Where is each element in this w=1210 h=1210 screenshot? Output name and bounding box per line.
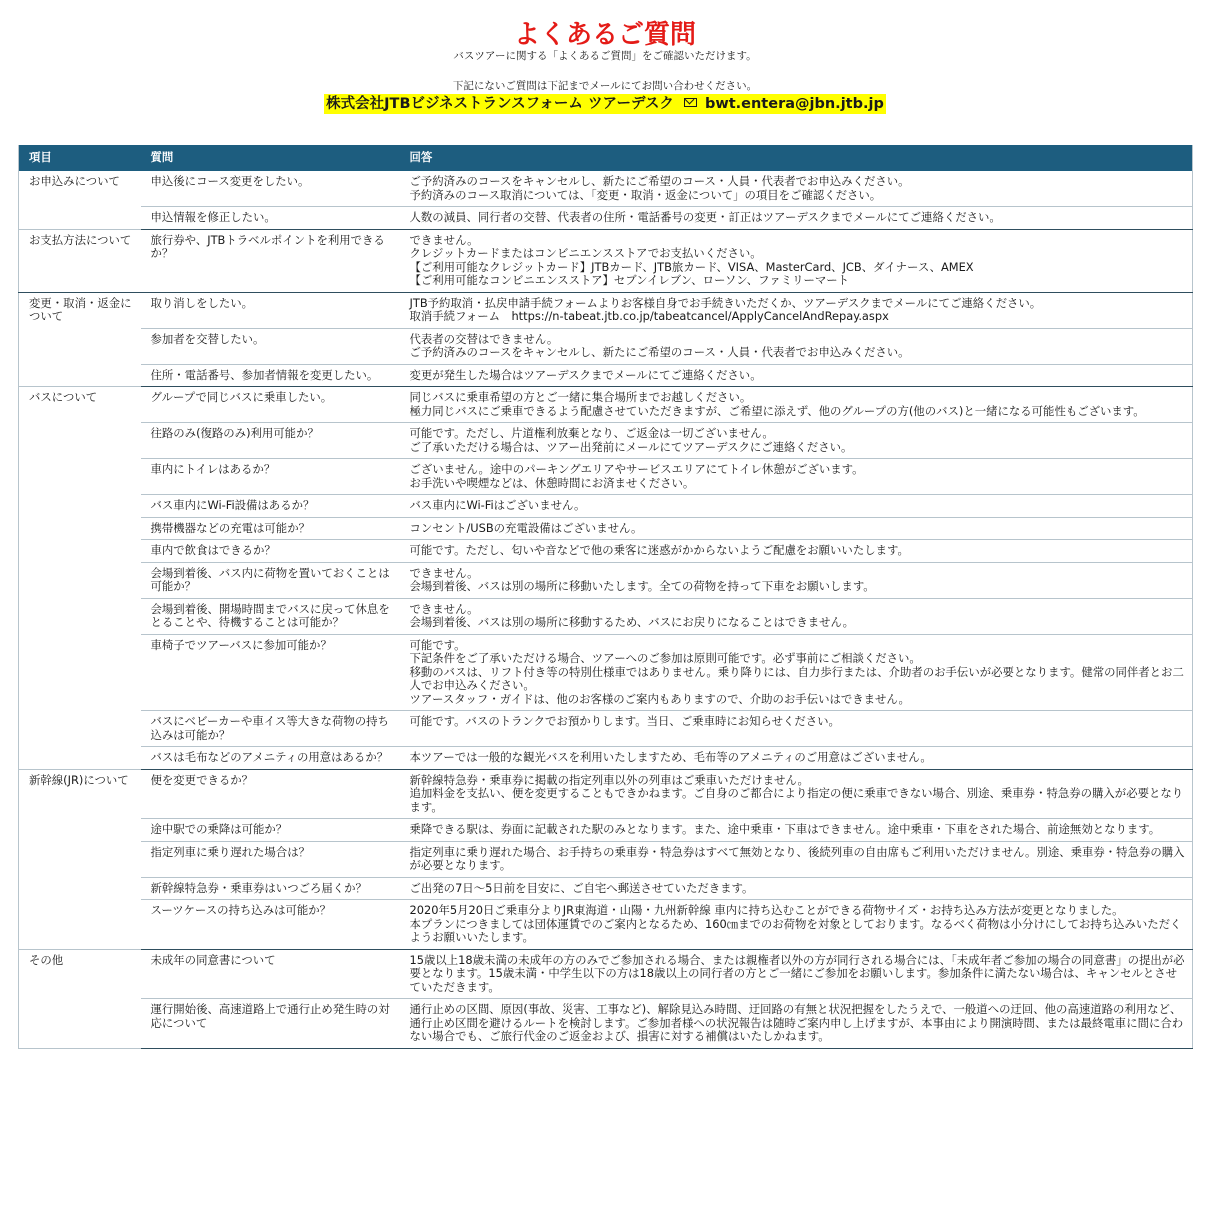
table-row [19, 562, 1193, 598]
table-row [19, 229, 1193, 292]
table-row [19, 328, 1193, 364]
table-row [19, 747, 1193, 770]
question-cell: グループで同じバスに乗車したい。 [141, 387, 400, 423]
answer-cell: ご予約済みのコースをキャンセルし、新たにご希望のコース・人員・代表者でお申込みください。 予約済みのコース取消については、「変更・取消・返金について」の項目をご確認ください。 [400, 171, 1193, 207]
question-cell: 申込情報を修正したい。 [141, 207, 400, 230]
answer-cell: 指定列車に乗り遅れた場合、お手持ちの乗車券・特急券はすべて無効となり、後続列車の自由席もご利用いただけません。別途、乗車券・特急券の購入が必要となります。 [400, 841, 1193, 877]
table-row [19, 540, 1193, 563]
answer-cell: 通行止めの区間、原因(事故、災害、工事など)、解除見込み時間、迂回路の有無と状況把握をしたうえで、一般道への迂回、他の高速道路の利用など、通行止め区間を避けるルートを検討します。ご参加者様への状況報告は随時ご案内申し上げますが、本事由により開演時間、または最終電車に間に合わない場合でも、ご旅行代金のご返金および、損害に対する補償はいたしかねます。 [400, 999, 1193, 1049]
question-cell: バスにベビーカーや車イス等大きな荷物の持ち込みは可能か？ [141, 711, 400, 747]
table-row [19, 423, 1193, 459]
table-row [19, 517, 1193, 540]
table-row [19, 207, 1193, 230]
faq-body [19, 171, 1193, 1048]
question-cell: 参加者を交替したい。 [141, 328, 400, 364]
table-row [19, 877, 1193, 900]
table-row [19, 387, 1193, 423]
table-row [19, 634, 1193, 711]
table-row [19, 459, 1193, 495]
faq-table [18, 145, 1193, 1049]
answer-cell: 新幹線特急券・乗車券に掲載の指定列車以外の列車はご乗車いただけません。 追加料金を支払い、便を変更することもできかねます。ご自身のご都合により指定の便に乗車できない場合、別途、乗車券・特急券の購入が必要となります。 [400, 769, 1193, 819]
question-cell: 車内で飲食はできるか？ [141, 540, 400, 563]
page-header [0, 0, 1210, 114]
table-row [19, 900, 1193, 950]
category-cell: その他 [19, 949, 141, 1048]
question-cell: 携帯機器などの充電は可能か？ [141, 517, 400, 540]
question-cell: 会場到着後、バス内に荷物を置いておくことは可能か？ [141, 562, 400, 598]
answer-cell: 15歳以上18歳未満の未成年の方のみでご参加される場合、または親権者以外の方が同行される場合には、「未成年者ご参加の場合の同意書」の提出が必要となります。15歳未満・中学生以下の方は18歳以上の同行者の方とご一緒にご参加をお願いします。参加条件に満たない場合は、キャンセルとさせていただきます。 [400, 949, 1193, 999]
question-cell: 車椅子でツアーバスに参加可能か？ [141, 634, 400, 711]
table-row [19, 171, 1193, 207]
question-cell: 運行開始後、高速道路上で通行止め発生時の対応について [141, 999, 400, 1049]
contact-highlight [324, 94, 886, 114]
answer-cell: 変更が発生した場合はツアーデスクまでメールにてご連絡ください。 [400, 364, 1193, 387]
question-cell: 旅行券や、JTBトラベルポイントを利用できるか？ [141, 229, 400, 292]
answer-cell: 本ツアーでは一般的な観光バスを利用いたしますため、毛布等のアメニティのご用意はございません。 [400, 747, 1193, 770]
answer-cell: JTB予約取消・払戻申請手続フォームよりお客様自身でお手続きいただくか、ツアーデスクまでメールにてご連絡ください。 取消手続フォーム https://n-tabeat.jtb.co.jp/tabeatcancel/ApplyCancelAndRepay.aspx [400, 292, 1193, 328]
question-cell: 住所・電話番号、参加者情報を変更したい。 [141, 364, 400, 387]
answer-cell: 乗降できる駅は、券面に記載された駅のみとなります。また、途中乗車・下車はできません。途中乗車・下車をされた場合、前途無効となります。 [400, 819, 1193, 842]
contact-note: 下記にないご質問は下記までメールにてお問い合わせください。 [452, 80, 758, 92]
question-cell: 指定列車に乗り遅れた場合は？ [141, 841, 400, 877]
answer-cell: バス車内にWi-Fiはございません。 [400, 495, 1193, 518]
question-cell: 車内にトイレはあるか？ [141, 459, 400, 495]
category-cell: 変更・取消・返金について [19, 292, 141, 387]
answer-cell: 可能です。ただし、匂いや音などで他の乗客に迷惑がかからないようご配慮をお願いいたします。 [400, 540, 1193, 563]
faq-header-row [19, 145, 1193, 171]
table-row [19, 999, 1193, 1049]
table-row [19, 598, 1193, 634]
table-row [19, 292, 1193, 328]
contact-email[interactable]: bwt.entera@jbn.jtb.jp [704, 96, 884, 112]
answer-cell: できません。 会場到着後、バスは別の場所に移動するため、バスにお戻りになることはできません。 [400, 598, 1193, 634]
table-row [19, 841, 1193, 877]
answer-cell: ご出発の7日～5日前を目安に、ご自宅へ郵送させていただきます。 [400, 877, 1193, 900]
question-cell: 会場到着後、開場時間までバスに戻って休息をとることや、待機することは可能か？ [141, 598, 400, 634]
answer-cell: できません。 会場到着後、バスは別の場所に移動いたします。全ての荷物を持って下車をお願いします。 [400, 562, 1193, 598]
answer-cell: 同じバスに乗車希望の方とご一緒に集合場所までお越しください。 極力同じバスにご乗車できるよう配慮させていただきますが、ご希望に添えず、他のグループの方(他のバス)と一緒になる可能性もございます。 [400, 387, 1193, 423]
table-row [19, 711, 1193, 747]
header-answer: 回答 [400, 145, 1193, 171]
category-cell: 新幹線(JR)について [19, 769, 141, 949]
contact-company: 株式会社JTBビジネストランスフォーム ツアーデスク [326, 96, 674, 112]
question-cell: 便を変更できるか？ [141, 769, 400, 819]
category-cell: お支払方法について [19, 229, 141, 292]
answer-cell: コンセント/USBの充電設備はございません。 [400, 517, 1193, 540]
question-cell: 未成年の同意書について [141, 949, 400, 999]
table-row [19, 495, 1193, 518]
answer-cell: 代表者の交替はできません。 ご予約済みのコースをキャンセルし、新たにご希望のコース・人員・代表者でお申込みください。 [400, 328, 1193, 364]
answer-cell: 2020年5月20日ご乗車分よりJR東海道・山陽・九州新幹線 車内に持ち込むことができる荷物サイズ・お持ち込み方法が変更となりました。 本プランにつきましては団体運賃でのご案内となるため、160㎝までのお荷物を対象としております。なるべく荷物は小分けにしてお持ち込みいただくようお願いいたします。 [400, 900, 1193, 950]
answer-cell: できません。 クレジットカードまたはコンビニエンスストアでお支払いください。 【ご利用可能なクレジットカード】JTBカード、JTB旅カード、VISA、MasterCard、JCB、ダイナース、AMEX 【ご利用可能なコンビニエンスストア】セブンイレブン、ローソン、ファミリーマート [400, 229, 1193, 292]
category-cell: バスについて [19, 387, 141, 770]
answer-cell: 可能です。ただし、片道権利放棄となり、ご返金は一切ございません。 ご了承いただける場合は、ツアー出発前にメールにてツアーデスクにご連絡ください。 [400, 423, 1193, 459]
answer-cell: 可能です。バスのトランクでお預かりします。当日、ご乗車時にお知らせください。 [400, 711, 1193, 747]
question-cell: スーツケースの持ち込みは可能か？ [141, 900, 400, 950]
header-question: 質問 [141, 145, 400, 171]
table-row [19, 769, 1193, 819]
header-category: 項目 [19, 145, 141, 171]
question-cell: 取り消しをしたい。 [141, 292, 400, 328]
page-subtitle: バスツアーに関する「よくあるご質問」をご確認いただけます。 [453, 50, 757, 62]
answer-cell: ございません。途中のパーキングエリアやサービスエリアにてトイレ休憩がございます。 お手洗いや喫煙などは、休憩時間にお済ませください。 [400, 459, 1193, 495]
page-title: よくあるご質問 [513, 20, 696, 50]
question-cell: 申込後にコース変更をしたい。 [141, 171, 400, 207]
answer-cell: 可能です。 下記条件をご了承いただける場合、ツアーへのご参加は原則可能です。必ず事前にご相談ください。 移動のバスは、リフト付き等の特別仕様車ではありません。乗り降りには、自力歩行または、介助者のお手伝いが必要となります。健常の同伴者とお二人でお申込みください。 ツアースタッフ・ガイドは、他のお客様のご案内もありますので、介助のお手伝いはできません。 [400, 634, 1193, 711]
category-cell: お申込みについて [19, 171, 141, 229]
table-row [19, 819, 1193, 842]
answer-cell: 人数の減員、同行者の交替、代表者の住所・電話番号の変更・訂正はツアーデスクまでメールにてご連絡ください。 [400, 207, 1193, 230]
table-row [19, 364, 1193, 387]
question-cell: 新幹線特急券・乗車券はいつごろ届くか？ [141, 877, 400, 900]
question-cell: 往路のみ(復路のみ)利用可能か？ [141, 423, 400, 459]
table-row [19, 949, 1193, 999]
mail-icon [684, 98, 697, 107]
question-cell: バス車内にWi-Fi設備はあるか？ [141, 495, 400, 518]
question-cell: 途中駅での乗降は可能か？ [141, 819, 400, 842]
question-cell: バスは毛布などのアメニティの用意はあるか？ [141, 747, 400, 770]
